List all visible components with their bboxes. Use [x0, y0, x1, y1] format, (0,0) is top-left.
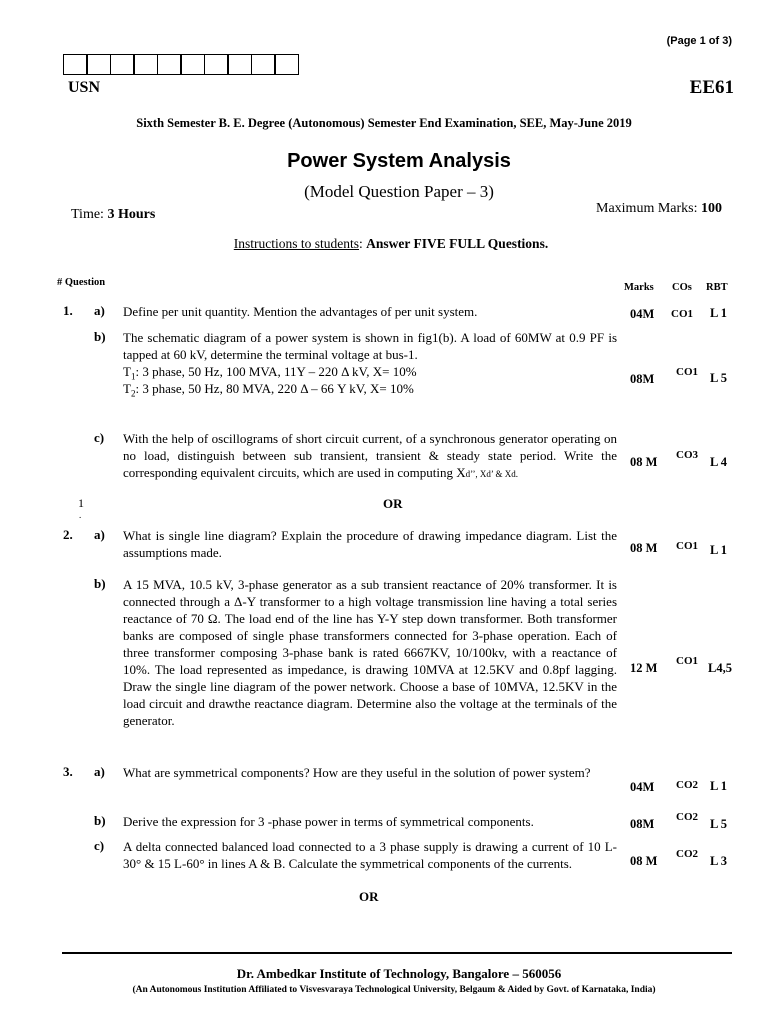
subquestion-label: c)	[94, 430, 105, 445]
col-rbt: RBT	[706, 282, 728, 293]
usn-label: USN	[68, 79, 101, 96]
question-text: A delta connected balanced load connected to a 3 phase supply is drawing a current of 10 L-30° & 15 L-60° in lines A & B. Calculate the symmetrical components of the currents.	[123, 839, 617, 871]
marks-value: 08M	[630, 372, 655, 386]
or-separator: OR	[359, 889, 379, 904]
t2-sub: 2	[130, 388, 136, 399]
subquestion-label: c)	[94, 838, 105, 853]
marks-value: 04M	[630, 307, 655, 321]
subquestion-label: b)	[94, 576, 106, 591]
usn-box[interactable]	[86, 54, 111, 75]
marks-value: 08M	[630, 817, 655, 831]
marks-value: 08 M	[630, 455, 658, 469]
question-number: 1.	[63, 303, 73, 318]
t2-label: T	[123, 381, 131, 396]
co-value: CO1	[676, 540, 698, 552]
transformer-t2-spec	[123, 380, 617, 403]
instructions-label: Instructions to students	[233, 236, 360, 251]
question-text: Derive the expression for 3 -phase power in terms of symmetrical components.	[123, 814, 534, 829]
footer-affiliation: (An Autonomous Institution Affiliated to Visvesvaraya Technological University, Belgaum & Aided by Govt. of Karnataka, India)	[132, 985, 656, 995]
time-value: 3 Hours	[107, 207, 156, 222]
co-value: CO1	[676, 655, 698, 667]
time-label: Time:	[71, 207, 108, 222]
page-subtitle: (Model Question Paper – 3)	[304, 182, 494, 201]
t2-text: : 3 phase, 50 Hz, 80 MVA, 220 Δ – 66 Y kV, X= 10%	[135, 381, 414, 396]
subquestion-label: a)	[94, 303, 105, 318]
question-text-end: d’’, Xd’ & Xd.	[465, 469, 519, 479]
usn-box[interactable]	[251, 54, 276, 75]
co-value: CO2	[676, 811, 698, 823]
stray-mark: 1	[78, 496, 84, 510]
time-allowed	[71, 207, 155, 223]
page-title: Power System Analysis	[287, 150, 511, 172]
rbt-value: L 1	[710, 543, 728, 557]
co-value: CO2	[676, 848, 698, 860]
question-text-main: With the help of oscillograms of short circuit current, of a synchronous generator operating on no load, distinguish between sub transient, transient & steady state period. Write the corresponding equivalent circuits, which are used in computing X	[123, 431, 617, 480]
t1-text: : 3 phase, 50 Hz, 100 MVA, 11Y – 220 Δ kV, X= 10%	[135, 364, 417, 379]
usn-boxes[interactable]	[64, 54, 299, 75]
question-text: The schematic diagram of a power system is shown in fig1(b). A load of 60MW at 0.9 PF is tapped at 60 kV, determine the terminal voltage at bus-1.	[123, 330, 617, 362]
usn-box[interactable]	[274, 54, 299, 75]
usn-box[interactable]	[133, 54, 158, 75]
co-value: CO1	[676, 366, 698, 378]
rbt-value: L 5	[710, 371, 728, 385]
instructions-text: Answer FIVE FULL Questions.	[366, 236, 549, 251]
question-number: 2.	[63, 527, 73, 542]
subquestion-label: a)	[94, 527, 105, 542]
usn-box[interactable]	[227, 54, 252, 75]
rbt-value: L 3	[710, 854, 728, 868]
marks-value: 08 M	[630, 854, 658, 868]
col-cos: COs	[672, 282, 692, 293]
subject-code: EE61	[689, 77, 734, 98]
question-text: What is single line diagram? Explain the procedure of drawing impedance diagram. List the assumptions made.	[123, 528, 617, 560]
rbt-value: L 1	[710, 306, 728, 320]
co-value: CO2	[676, 779, 698, 791]
marks-value: 04M	[630, 780, 655, 794]
rbt-value: L 1	[710, 779, 728, 793]
usn-box[interactable]	[157, 54, 182, 75]
usn-box[interactable]	[110, 54, 135, 75]
t1-label: T	[123, 364, 131, 379]
subquestion-label: b)	[94, 813, 106, 828]
t1-sub: 1	[130, 371, 136, 382]
max-marks-value: 100	[701, 201, 722, 216]
col-question: # Question	[57, 277, 106, 288]
question-text: A 15 MVA, 10.5 kV, 3-phase generator as a sub transient reactance of 20% transformer. It is connected through a Δ-Y transformer to a high voltage transmission line having a total series reactance of 70 Ω. The load end of the line has Y-Y step down transformer. Both transformer banks are composed of single phase transformers connected for 3-phase operation. Each of three transformer composing 3-phase bank is rated 6667KV, 10/100kv, with a reactance of 10%. The load represented as impedance, is drawing 10MVA at 12.5KV and 0.8pf lagging. Draw the single line diagram of the power network. Choose a base of 10MVA, 12.5KV in the load circuit and drawthe reactance diagram. Determine also the voltage at the terminals of the generator.	[123, 577, 617, 728]
question-text	[123, 430, 617, 483]
col-marks: Marks	[624, 282, 654, 293]
rbt-value: L4,5	[708, 661, 732, 675]
usn-box[interactable]	[204, 54, 229, 75]
marks-value: 08 M	[630, 541, 658, 555]
question-number: 3.	[63, 764, 73, 779]
subquestion-label: b)	[94, 329, 106, 344]
co-value: CO3	[676, 449, 698, 461]
question-text: What are symmetrical components? How are they useful in the solution of power system?	[123, 765, 591, 780]
co-value: CO1	[671, 308, 693, 320]
footer-divider	[62, 952, 732, 954]
rbt-value: L 4	[710, 455, 728, 469]
usn-box[interactable]	[180, 54, 205, 75]
subquestion-label: a)	[94, 764, 105, 779]
max-marks-label: Maximum Marks:	[596, 201, 701, 216]
marks-value: 12 M	[630, 661, 658, 675]
exam-line: Sixth Semester B. E. Degree (Autonomous) Semester End Examination, SEE, May-June 2019	[136, 116, 632, 130]
stray-mark: .	[79, 510, 82, 520]
or-separator: OR	[383, 496, 403, 511]
usn-box[interactable]	[63, 54, 88, 75]
question-text: Define per unit quantity. Mention the advantages of per unit system.	[123, 304, 478, 319]
page-number: (Page 1 of 3)	[666, 35, 732, 47]
maximum-marks	[596, 201, 722, 217]
footer-institute: Dr. Ambedkar Institute of Technology, Bangalore – 560056	[236, 966, 562, 981]
instructions: Instructions to students: Answer FIVE FULL Questions.	[233, 236, 549, 251]
rbt-value: L 5	[710, 817, 728, 831]
